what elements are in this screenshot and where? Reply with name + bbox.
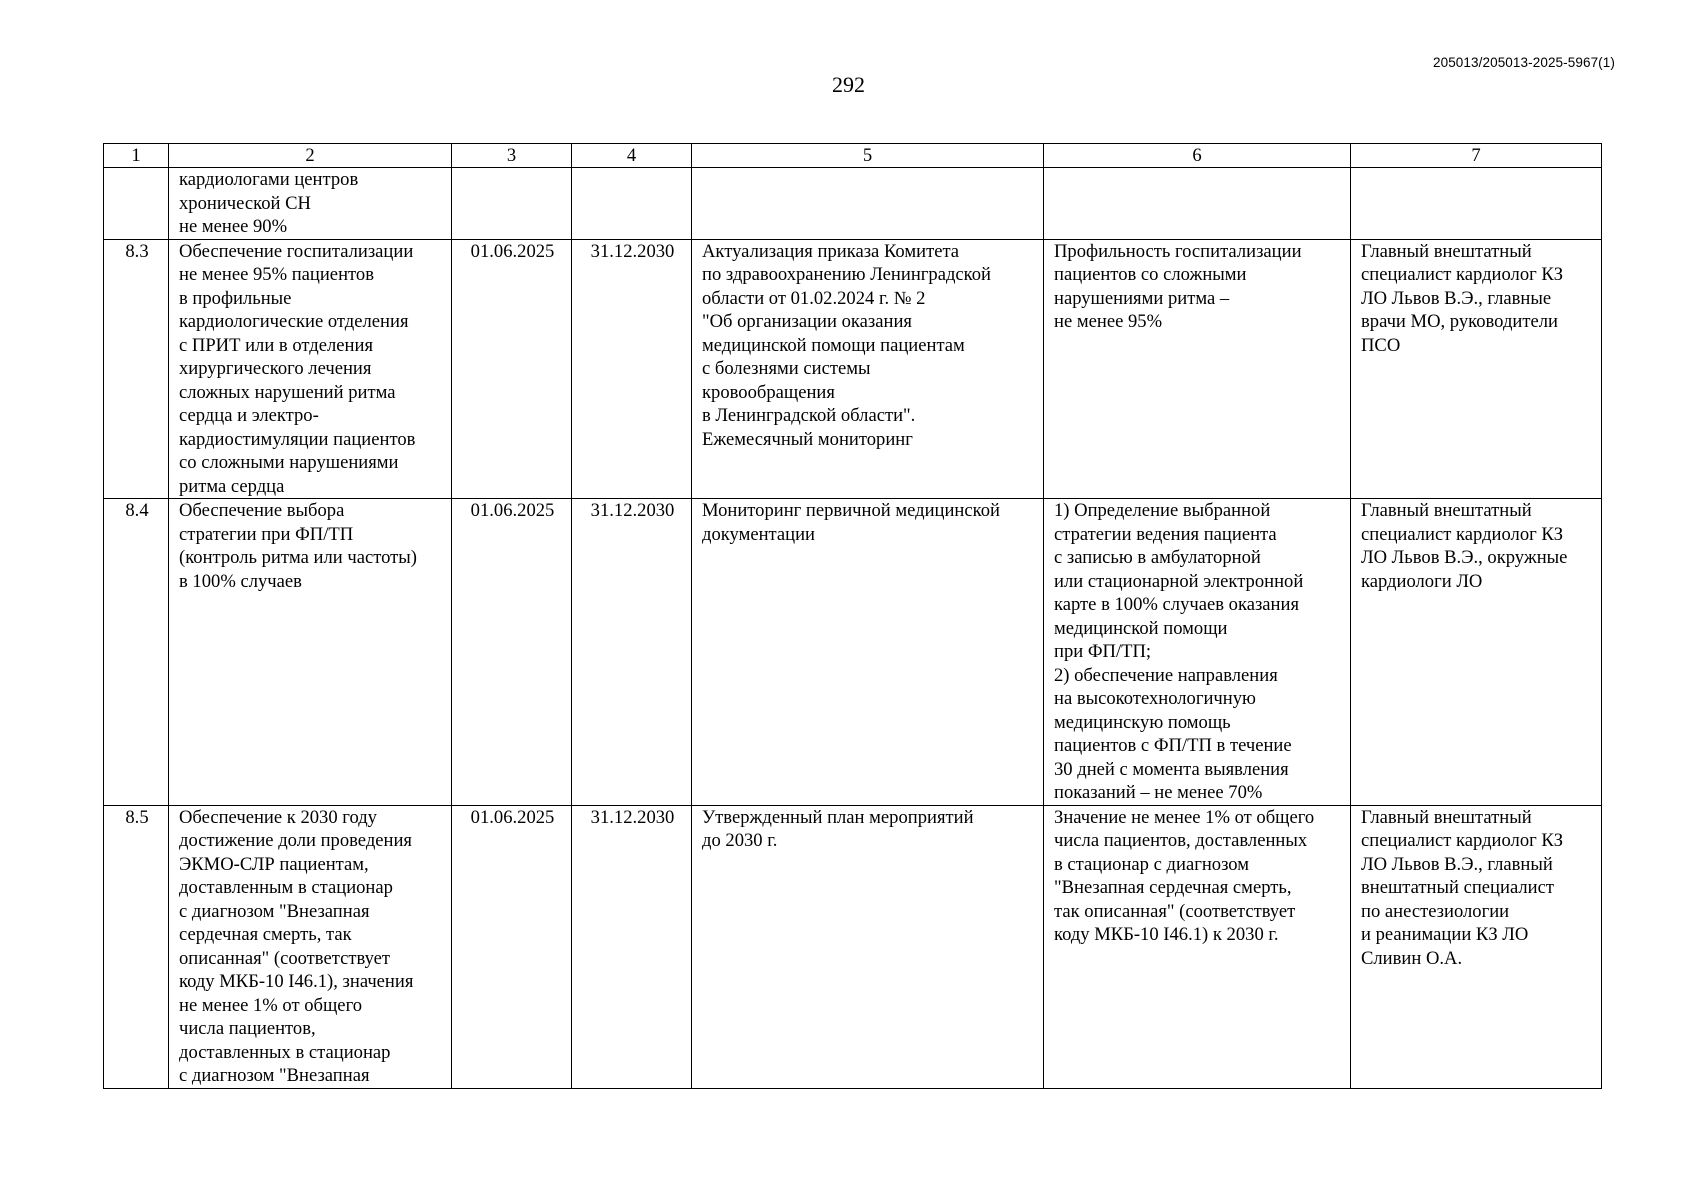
page-number: 292 bbox=[832, 72, 865, 97]
action-cell: Мониторинг первичной медицинской документации bbox=[692, 499, 1044, 806]
responsible-cell: Главный внештатный специалист кардиолог КЗ ЛО Львов В.Э., главные врачи МО, руководители ПСО bbox=[1351, 239, 1602, 499]
column-header-2: 2 bbox=[169, 144, 452, 168]
row-number: 8.3 bbox=[104, 239, 169, 499]
plan-table bbox=[103, 143, 1602, 1089]
responsible-cell: Главный внештатный специалист кардиолог КЗ ЛО Львов В.Э., главный внештатный специалист по анестезиологии и реанимации КЗ ЛО Сливин О.А. bbox=[1351, 805, 1602, 1088]
table-row bbox=[104, 805, 1602, 1088]
responsible-cell bbox=[1351, 168, 1602, 240]
column-header-4: 4 bbox=[572, 144, 692, 168]
end-date-cell: 31.12.2030 bbox=[572, 805, 692, 1088]
responsible-cell: Главный внештатный специалист кардиолог КЗ ЛО Львов В.Э., окружные кардиологи ЛО bbox=[1351, 499, 1602, 806]
end-date-cell: 31.12.2030 bbox=[572, 239, 692, 499]
action-cell: Утвержденный план мероприятий до 2030 г. bbox=[692, 805, 1044, 1088]
row-number: 8.5 bbox=[104, 805, 169, 1088]
task-cell: Обеспечение выбора стратегии при ФП/ТП (контроль ритма или частоты) в 100% случаев bbox=[169, 499, 452, 806]
result-cell: 1) Определение выбранной стратегии ведения пациента с записью в амбулаторной или стационарной электронной карте в 100% случаев оказания медицинской помощи при ФП/ТП; 2) обеспечение направления на высокотехнологичную медицинскую помощь пациентов с ФП/ТП в течение 30 дней с момента выявления показаний – не менее 70% bbox=[1044, 499, 1351, 806]
column-header-7: 7 bbox=[1351, 144, 1602, 168]
table-row bbox=[104, 239, 1602, 499]
row-number bbox=[104, 168, 169, 240]
end-date-cell bbox=[572, 168, 692, 240]
action-cell bbox=[692, 168, 1044, 240]
task-cell: Обеспечение госпитализации не менее 95% пациентов в профильные кардиологические отделения с ПРИТ или в отделения хирургического лечения сложных нарушений ритма сердца и электро- кардиостимуляции пациентов со сложными нарушениями ритма сердца bbox=[169, 239, 452, 499]
table-row bbox=[104, 499, 1602, 806]
column-header-6: 6 bbox=[1044, 144, 1351, 168]
column-header-5: 5 bbox=[692, 144, 1044, 168]
row-number: 8.4 bbox=[104, 499, 169, 806]
action-cell: Актуализация приказа Комитета по здравоохранению Ленинградской области от 01.02.2024 г. № 2 "Об организации оказания медицинской помощи пациентам с болезнями системы кровообращения в Ленинградской области". Ежемесячный мониторинг bbox=[692, 239, 1044, 499]
result-cell: Значение не менее 1% от общего числа пациентов, доставленных в стационар с диагнозом "Внезапная сердечная смерть, так описанная" (соответствует коду МКБ-10 I46.1) к 2030 г. bbox=[1044, 805, 1351, 1088]
header-row bbox=[104, 144, 1602, 168]
task-cell: Обеспечение к 2030 году достижение доли проведения ЭКМО-СЛР пациентам, доставленным в стационар с диагнозом "Внезапная сердечная смерть, так описанная" (соответствует коду МКБ-10 I46.1), значения не менее 1% от общего числа пациентов, доставленных в стационар с диагнозом "Внезапная bbox=[169, 805, 452, 1088]
document-id: 205013/205013-2025-5967(1) bbox=[1432, 55, 1615, 70]
column-header-1: 1 bbox=[104, 144, 169, 168]
column-header-3: 3 bbox=[452, 144, 572, 168]
start-date-cell: 01.06.2025 bbox=[452, 805, 572, 1088]
start-date-cell bbox=[452, 168, 572, 240]
result-cell bbox=[1044, 168, 1351, 240]
result-cell: Профильность госпитализации пациентов со сложными нарушениями ритма – не менее 95% bbox=[1044, 239, 1351, 499]
end-date-cell: 31.12.2030 bbox=[572, 499, 692, 806]
task-cell: кардиологами центров хронической СН не менее 90% bbox=[169, 168, 452, 240]
table-row bbox=[104, 168, 1602, 240]
start-date-cell: 01.06.2025 bbox=[452, 239, 572, 499]
start-date-cell: 01.06.2025 bbox=[452, 499, 572, 806]
